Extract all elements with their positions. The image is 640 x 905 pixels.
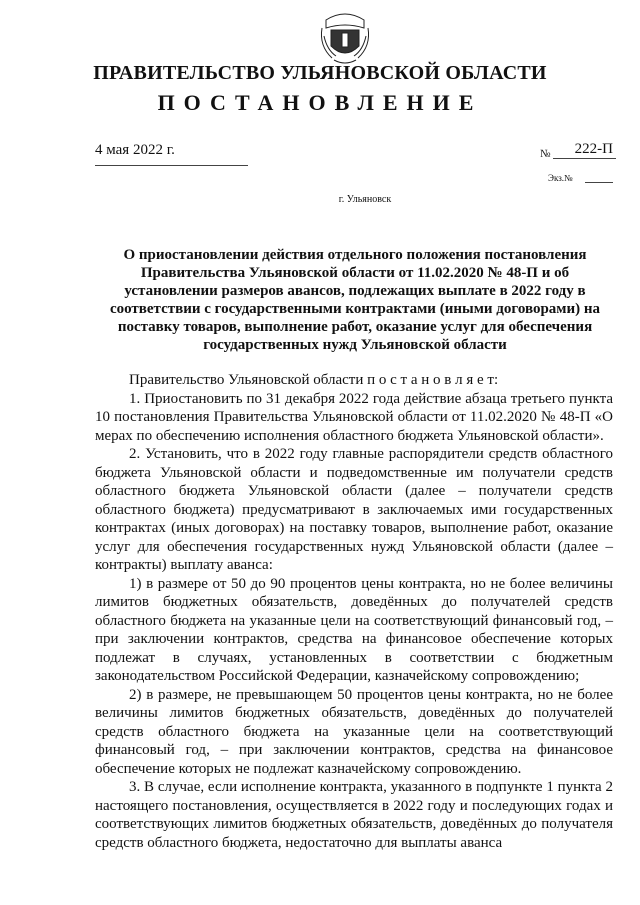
copy-number-label: Экз.№ [548,173,573,183]
document-body [95,371,613,852]
copy-number-underline [585,182,613,183]
paragraph: 1) в размере от 50 до 90 процентов цены контракта, но не более величины лимитов бюджетных обязательств, доведённых до получателей средств областного бюджета на указанные цели на соответствующий финансовый год, – при заключении контрактов, средства на финансовое обеспечение которых подлежат в случаях, установленных в соответствии с бюджетным законодательством Российской Федерации, казначейскому сопровождению; [95,575,613,684]
date-underline [95,165,248,166]
city: г. Ульяновск [338,194,392,205]
paragraph: 2) в размере, не превышающем 50 процентов цены контракта, но не более величины лимитов бюджетных обязательств, доведённых до получателей средств областного бюджета на указанные цели на соответствующий финансовый год, – при заключении контрактов, средства на финансовое обеспечение которых не подлежат казначейскому сопровождению. [95,686,613,777]
paragraph: 2. Установить, что в 2022 году главные распорядители средств областного бюджета Ульяновской области и подведомственные им получатели средств областного бюджета Ульяновской области (далее – получатели средств областного бюджета) предусматривают в заключаемых ими государственных контрактах (иных договорах) на поставку товаров, выполнение работ, оказание услуг для обеспечения государственных нужд Ульяновской области (далее – контракты) выплату аванса: [95,446,613,573]
coat-of-arms-icon [318,6,372,66]
number-label: № [540,148,551,160]
organization-name: ПРАВИТЕЛЬСТВО УЛЬЯНОВСКОЙ ОБЛАСТИ [93,62,547,84]
document-date: 4 мая 2022 г. [95,142,175,158]
paragraph: Правительство Ульяновской области п о с т а н о в л я е т: [129,372,499,388]
paragraph: 3. В случае, если исполнение контракта, указанного в подпункте 1 пункта 2 настоящего постановления, осуществляется в 2022 году и последующих годах и соответствующих лимитов бюджетных обязательств, доведённых до получателя средств областного бюджета, недостаточно для выплаты аванса [95,779,613,851]
paragraph: 1. Приостановить по 31 декабря 2022 года действие абзаца третьего пункта 10 постановления Правительства Ульяновской области от 11.02.2020 № 48-П «О мерах по обеспечению исполнения областного бюджета Ульяновской области». [95,390,613,444]
document-type: ПОСТАНОВЛЕНИЕ [157,90,483,115]
document-title: О приостановлении действия отдельного положения постановления Правительства Ульяновской области от 11.02.2020 № 48-П и об установлении размеров авансов, подлежащих выплате в 2022 году в соответствии с государственными контрактами (иными договорами) на поставку товаров, выполнение работ, оказание услуг для обеспечения государственных нужд Ульяновской области [109,247,601,353]
document-number: 222-П [553,141,616,159]
